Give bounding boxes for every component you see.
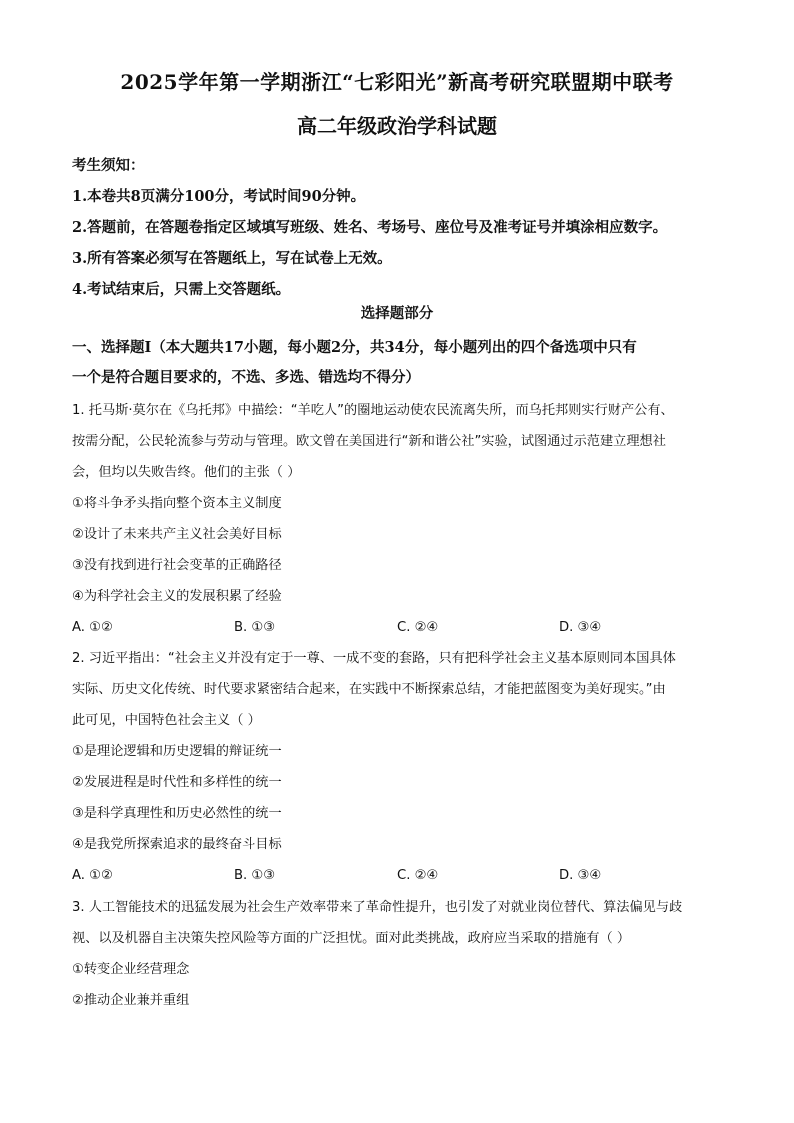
question-stem-line: 2. 习近平指出：“社会主义并没有定于一尊、一成不变的套路，只有把科学社会主义基本原则同本国具体 (72, 651, 676, 666)
choice-c: C. ②④ (397, 620, 439, 635)
question-option: ③没有找到进行社会变革的正确路径 (72, 558, 282, 573)
question-option: ④为科学社会主义的发展积累了经验 (72, 589, 282, 604)
question-stem-line: 此可见，中国特色社会主义（ ） (72, 713, 261, 728)
choice-c: C. ②④ (397, 868, 439, 883)
section-title: 选择题部分 (360, 305, 434, 322)
answer-choices (72, 860, 732, 891)
choice-d: D. ③④ (559, 868, 602, 883)
part-instructions-line: 一个是符合题目要求的，不选、多选、错选均不得分） (72, 369, 420, 386)
part-instructions-line: 一、选择题Ⅰ（本大题共17小题，每小题2分，共34分，每小题列出的四个备选项中只有 (72, 339, 637, 356)
question-stem-line: 视、以及机器自主决策失控风险等方面的广泛担忧。面对此类挑战，政府应当采取的措施有（ ） (72, 931, 631, 946)
choice-d: D. ③④ (559, 620, 602, 635)
question-option: ④是我党所探索追求的最终奋斗目标 (72, 837, 282, 852)
question-stem-line: 1. 托马斯·莫尔在《乌托邦》中描绘：“羊吃人”的圈地运动使农民流离失所，而乌托邦则实行财产公有、 (72, 403, 674, 418)
question-option: ①是理论逻辑和历史逻辑的辩证统一 (72, 744, 282, 759)
answer-choices (72, 612, 732, 643)
choice-a: A. ①② (72, 620, 113, 635)
choice-b: B. ①③ (234, 620, 276, 635)
notice-heading: 考生须知： (72, 157, 145, 174)
exam-subtitle: 高二年级政治学科试题 (297, 114, 497, 138)
notice-item: 2.答题前，在答题卷指定区域填写班级、姓名、考场号、座位号及准考证号并填涂相应数字。 (72, 219, 668, 236)
choice-b: B. ①③ (234, 868, 276, 883)
question-2 (72, 643, 732, 891)
question-option: ②设计了未来共产主义社会美好目标 (72, 527, 282, 542)
exam-notice (72, 150, 732, 305)
question-option: ②推动企业兼并重组 (72, 993, 190, 1008)
question-stem-line: 会，但均以失败告终。他们的主张（ ） (72, 465, 301, 480)
question-stem-line: 3. 人工智能技术的迅猛发展为社会生产效率带来了革命性提升，也引发了对就业岗位替代、算法偏见与歧 (72, 900, 683, 915)
question-option: ①将斗争矛头指向整个资本主义制度 (72, 496, 282, 511)
question-option: ③是科学真理性和历史必然性的统一 (72, 806, 282, 821)
question-1 (72, 395, 732, 643)
question-option: ①转变企业经营理念 (72, 962, 190, 977)
notice-item: 4.考试结束后，只需上交答题纸。 (72, 281, 291, 298)
question-stem-line: 按需分配，公民轮流参与劳动与管理。欧文曾在美国进行“新和谐公社”实验，试图通过示范建立理想社 (72, 434, 666, 449)
notice-item: 3.所有答案必须写在答题纸上，写在试卷上无效。 (72, 250, 392, 267)
question-stem-line: 实际、历史文化传统、时代要求紧密结合起来，在实践中不断探索总结，才能把蓝图变为美好现实。”由 (72, 682, 666, 697)
exam-title: 2025学年第一学期浙江“七彩阳光”新高考研究联盟期中联考 (120, 70, 674, 94)
choice-a: A. ①② (72, 868, 113, 883)
question-3 (72, 892, 732, 1016)
question-option: ②发展进程是时代性和多样性的统一 (72, 775, 282, 790)
part-instructions (72, 333, 732, 393)
notice-item: 1.本卷共8页满分100分，考试时间90分钟。 (72, 188, 366, 205)
